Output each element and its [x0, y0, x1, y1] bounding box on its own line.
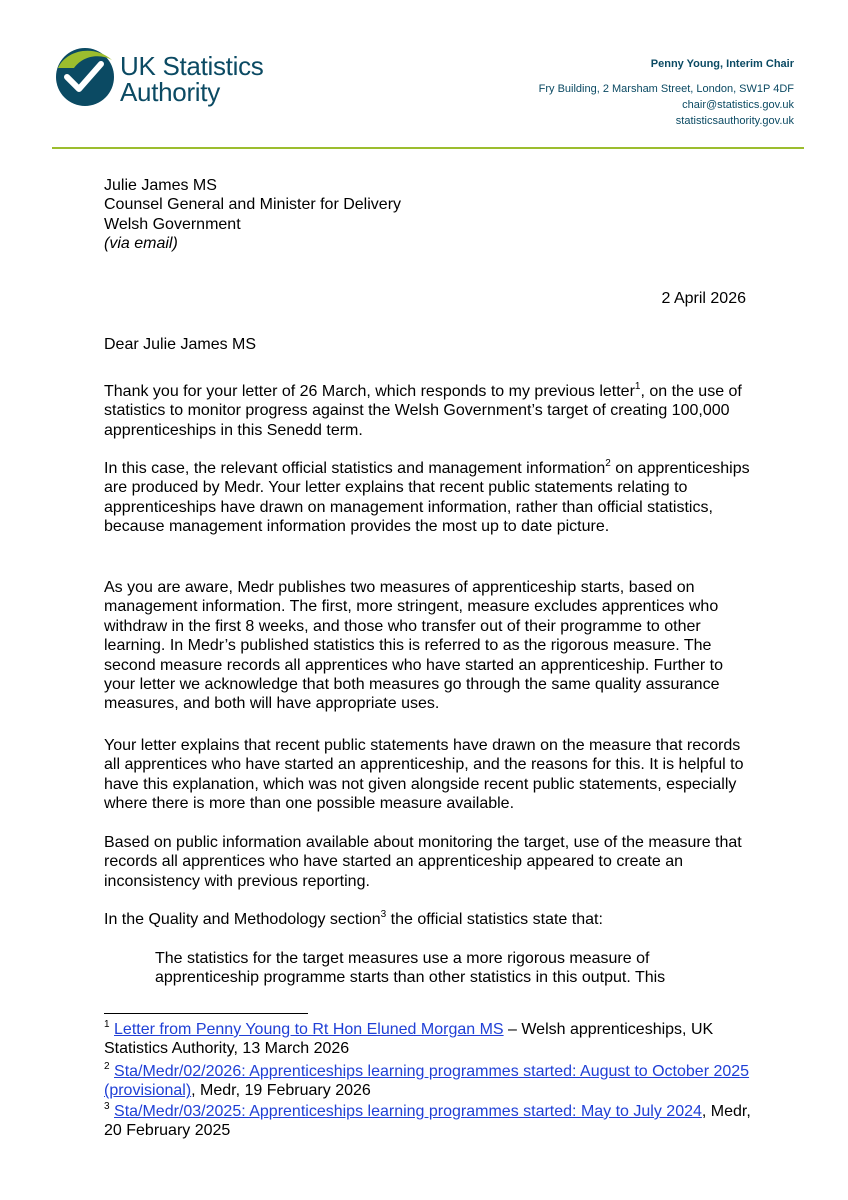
footnote-3 — [104, 1102, 754, 1141]
footnote-ref-1[interactable]: 1 — [634, 380, 641, 392]
salutation: Dear Julie James MS — [104, 336, 257, 353]
email-link[interactable]: chair@statistics.gov.uk — [682, 99, 794, 111]
footnote-2-number: 2 — [104, 1060, 110, 1072]
website-link[interactable]: statisticsauthority.gov.uk — [675, 115, 794, 127]
footnote-divider — [104, 1013, 308, 1014]
paragraph-2-text-b: on apprenticeships are produced by Medr. Your letter explains that recent public statements relating to apprenticeships have drawn on management information, rather than official statistics, because management information provides the most up to date picture. — [104, 460, 750, 536]
paragraph-1-text-a: Thank you for your letter of 26 March, which responds to my previous letter — [104, 383, 635, 400]
paragraph-4: Your letter explains that recent public statements have drawn on the measure that records all apprentices who have started an apprenticeship, and the reasons for this. It is helpful to have this explanation, which was not given alongside recent public statements, especially where there is more than one possible measure available. — [104, 737, 744, 813]
paragraph-6-text-a: In the Quality and Methodology section — [104, 911, 381, 928]
footnote-3-number: 3 — [104, 1100, 110, 1112]
header-divider — [52, 147, 804, 149]
footnote-2 — [104, 1062, 754, 1101]
letter-date: 2 April 2026 — [661, 290, 746, 307]
chair-name: Penny Young, Interim Chair — [650, 58, 794, 70]
paragraph-5: Based on public information available about monitoring the target, use of the measure that records all apprentices who have started an apprenticeship appeared to create an inconsistency with previous reporting. — [104, 834, 742, 890]
paragraph-2-text-a: In this case, the relevant official statistics and management information — [104, 460, 606, 477]
address: Fry Building, 2 Marsham Street, London, SW1P 4DF — [538, 83, 794, 95]
paragraph-6 — [104, 910, 754, 929]
footnote-3-rest: , Medr, 20 February 2025 — [104, 1103, 751, 1140]
footnote-3-link[interactable]: Sta/Medr/03/2025: Apprenticeships learning programmes started: May to July 2024 — [114, 1103, 702, 1120]
contact-block — [539, 56, 794, 129]
recipient-block — [104, 176, 758, 254]
paragraph-6-text-b: the official statistics state that: — [386, 911, 603, 928]
logo-line-1: UK Statistics — [120, 51, 264, 81]
footnote-2-link[interactable]: Sta/Medr/02/2026: Apprenticeships learning programmes started: August to October 2025 (provisional) — [104, 1063, 750, 1100]
uksa-logo-icon — [54, 46, 116, 108]
recipient-via: (via email) — [104, 235, 178, 253]
paragraph-3: As you are aware, Medr publishes two measures of apprenticeship starts, based on management information. The first, more stringent, measure excludes apprentices who withdraw in the first 8 weeks, and those who transfer out of their programme to other learning. In Medr’s published statistics this is referred to as the rigorous measure. The second measure records all apprentices who have started an apprenticeship. Further to your letter we acknowledge that both measures go through the same quality assurance measures, and both will have appropriate uses. — [104, 579, 724, 713]
footnote-1-rest: – Welsh apprenticeships, UK Statistics Authority, 13 March 2026 — [104, 1021, 714, 1058]
recipient-title: Counsel General and Minister for Delivery — [104, 196, 402, 214]
recipient-name: Julie James MS — [104, 177, 217, 194]
footnote-1-number: 1 — [104, 1018, 110, 1030]
footnote-ref-3[interactable]: 3 — [380, 908, 387, 920]
block-quote: The statistics for the target measures use a more rigorous measure of apprenticeship programme starts than other statistics in this output. This — [155, 950, 666, 987]
paragraph-1-text-b: , on the use of statistics to monitor progress against the Welsh Government’s target of creating 100,000 apprenticeships in this Senedd term. — [104, 383, 742, 439]
logo-wordmark — [120, 53, 263, 105]
recipient-org: Welsh Government — [104, 215, 241, 233]
footnote-1 — [104, 1020, 754, 1059]
logo-line-2: Authority — [120, 77, 220, 107]
footnote-ref-2[interactable]: 2 — [605, 457, 611, 469]
paragraph-1 — [104, 382, 754, 440]
footnote-2-rest: , Medr, 19 February 2026 — [191, 1082, 371, 1100]
footnote-1-link[interactable]: Letter from Penny Young to Rt Hon Eluned Morgan MS — [114, 1021, 504, 1038]
paragraph-2 — [104, 459, 754, 537]
uksa-logo — [54, 46, 264, 108]
